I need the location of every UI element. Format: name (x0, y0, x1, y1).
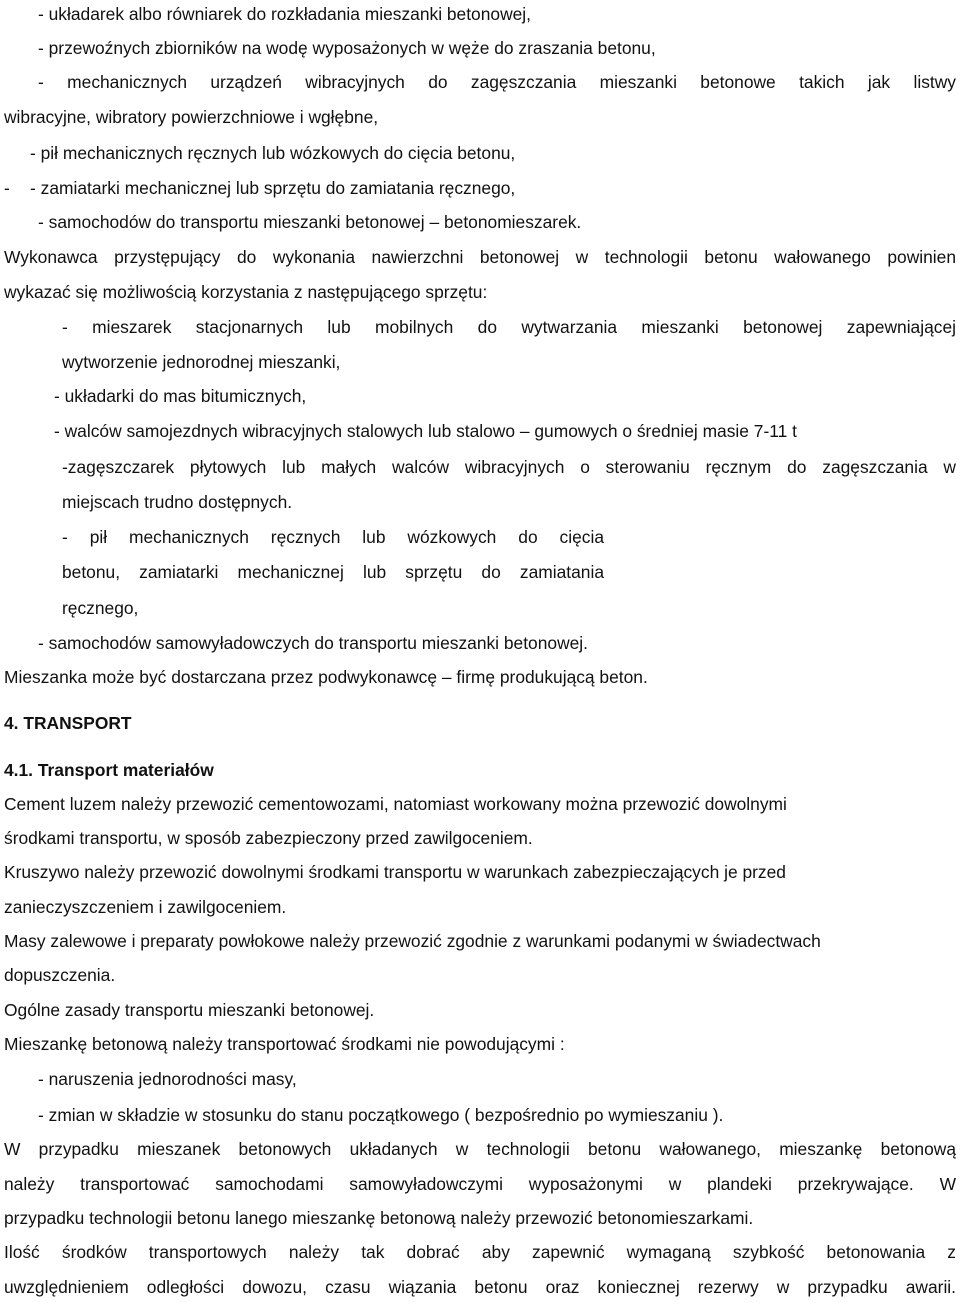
text-line: - samochodów samowyładowczych do transportu mieszanki betonowej. (38, 633, 588, 653)
section-heading: 4. TRANSPORT (4, 713, 132, 733)
text-line: - naruszenia jednorodności masy, (38, 1069, 297, 1089)
text-line: - przewoźnych zbiorników na wodę wyposażonych w węże do zraszania betonu, (38, 38, 656, 58)
text-line: Wykonawca przystępujący do wykonania nawierzchni betonowej w technologii betonu wałowanego powinien (4, 247, 956, 267)
text-line: Ogólne zasady transportu mieszanki betonowej. (4, 1000, 375, 1020)
text-line: dopuszczenia. (4, 965, 116, 985)
stray-dash: - (4, 178, 10, 198)
text-line: wibracyjne, wibratory powierzchniowe i wgłębne, (4, 107, 379, 127)
text-line: - pił mechanicznych ręcznych lub wózkowych do cięcia betonu, (30, 143, 516, 163)
text-line: - układarki do mas bitumicznych, (54, 386, 307, 406)
text-line: betonu, zamiatarki mechanicznej lub sprzętu do zamiatania (62, 562, 604, 582)
text-line: zanieczyszczeniem i zawilgoceniem. (4, 897, 287, 917)
text-line: - pił mechanicznych ręcznych lub wózkowych do cięcia (62, 527, 604, 547)
text-line: -zagęszczarek płytowych lub małych walców wibracyjnych o sterowaniu ręcznym do zagęszczania w (62, 457, 956, 477)
text-line: należy transportować samochodami samowyładowczymi wyposażonymi w plandeki przekrywające. W (4, 1174, 956, 1194)
text-line: Kruszywo należy przewozić dowolnymi środkami transportu w warunkach zabezpieczających je przed (4, 862, 786, 882)
text-line: Ilość środków transportowych należy tak dobrać aby zapewnić wymaganą szybkość betonowania z (4, 1242, 956, 1262)
subsection-heading: 4.1. Transport materiałów (4, 760, 214, 780)
text-line: środkami transportu, w sposób zabezpieczony przed zawilgoceniem. (4, 828, 533, 848)
text-line: wytworzenie jednorodnej mieszanki, (62, 352, 341, 372)
text-line: - samochodów do transportu mieszanki betonowej – betonomieszarek. (38, 212, 582, 232)
text-line: uwzględnieniem odległości dowozu, czasu wiązania betonu oraz koniecznej rezerwy w przypadku awarii. (4, 1277, 956, 1297)
text-line: - zamiatarki mechanicznej lub sprzętu do zamiatania ręcznego, (30, 178, 516, 198)
text-line: przypadku technologii betonu lanego mieszankę betonową należy przewozić betonomieszarkami. (4, 1208, 754, 1228)
text-line: - mieszarek stacjonarnych lub mobilnych do wytwarzania mieszanki betonowej zapewniającej (62, 317, 956, 337)
text-line: - zmian w składzie w stosunku do stanu początkowego ( bezpośrednio po wymieszaniu ). (38, 1105, 724, 1125)
text-line: - walców samojezdnych wibracyjnych stalowych lub stalowo – gumowych o średniej masie 7-11 t (54, 421, 797, 441)
text-line: miejscach trudno dostępnych. (62, 492, 293, 512)
text-line: wykazać się możliwością korzystania z następującego sprzętu: (4, 282, 488, 302)
text-line: - układarek albo równiarek do rozkładania mieszanki betonowej, (38, 4, 532, 24)
text-line: W przypadku mieszanek betonowych układanych w technologii betonu wałowanego, mieszankę betonową (4, 1139, 956, 1159)
text-line: Cement luzem należy przewozić cementowozami, natomiast workowany można przewozić dowolnymi (4, 794, 787, 814)
text-line: Mieszanka może być dostarczana przez podwykonawcę – firmę produkującą beton. (4, 667, 648, 687)
text-line: ręcznego, (62, 598, 139, 618)
text-line: Masy zalewowe i preparaty powłokowe należy przewozić zgodnie z warunkami podanymi w świadectwach (4, 931, 821, 951)
text-line: - mechanicznych urządzeń wibracyjnych do zagęszczania mieszanki betonowe takich jak listwy (38, 72, 956, 92)
text-line: Mieszankę betonową należy transportować środkami nie powodującymi : (4, 1034, 565, 1054)
